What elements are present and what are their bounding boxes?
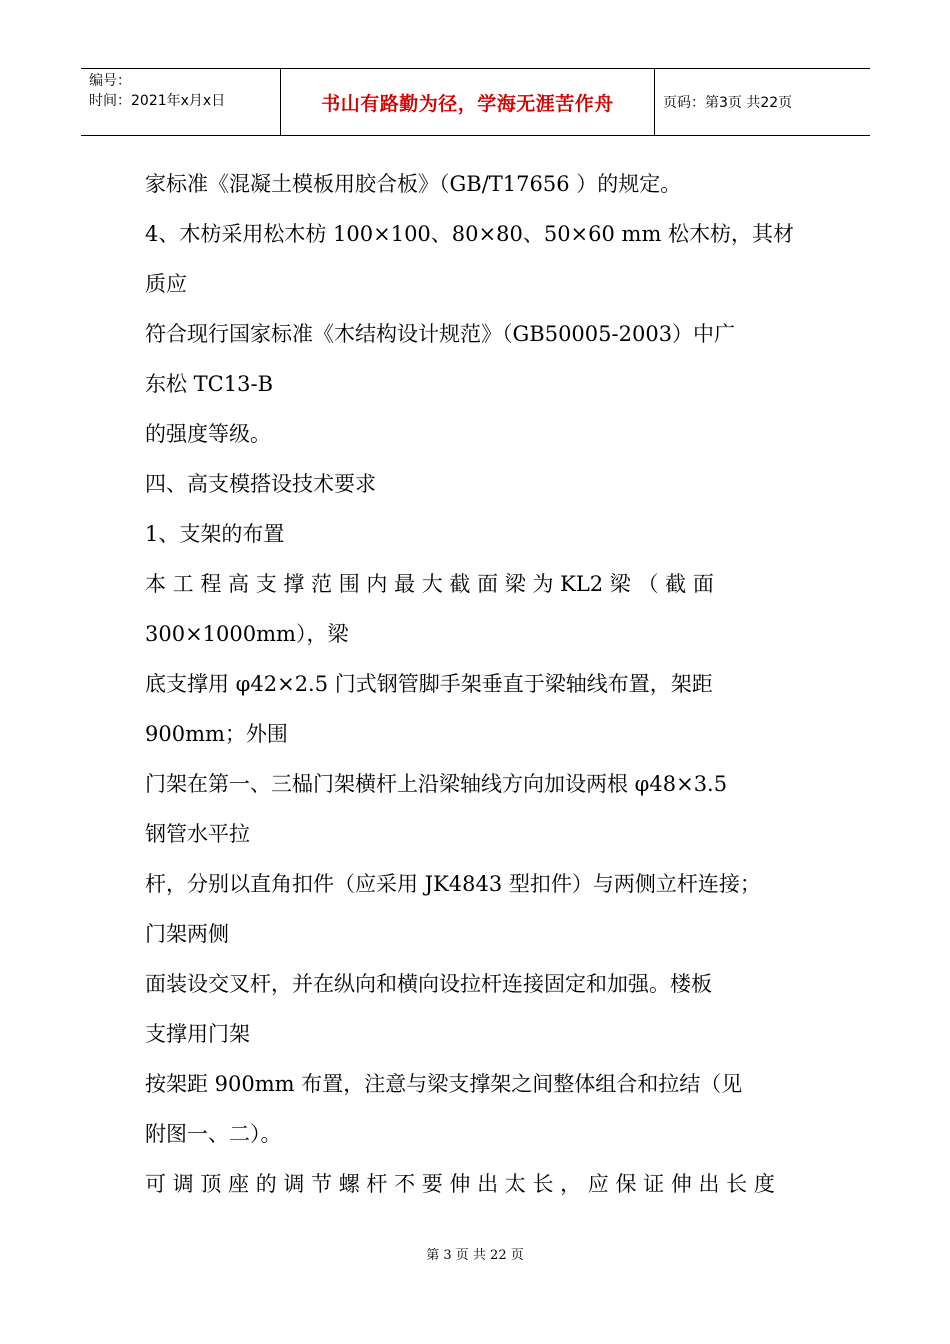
body-line: 质应 — [145, 272, 187, 296]
body-line: 本 工 程 高 支 撑 范 围 内 最 大 截 面 梁 为 KL2 梁 （ 截 面 — [145, 572, 714, 596]
page-header — [81, 68, 870, 136]
page-footer: 第 3 页 共 22 页 — [426, 1248, 524, 1263]
body-line: 门架在第一、三榀门架横杆上沿梁轴线方向加设两根 φ48×3.5 — [145, 772, 728, 796]
body-line: 的强度等级。 — [145, 422, 271, 446]
body-line: 可 调 顶 座 的 调 节 螺 杆 不 要 伸 出 太 长 ， 应 保 证 伸 出 长 度 — [145, 1172, 775, 1196]
section-heading: 四、高支模搭设技术要求 — [145, 472, 376, 496]
body-line: 面装设交叉杆，并在纵向和横向设拉杆连接固定和加强。楼板 — [145, 972, 712, 996]
document-body — [145, 159, 809, 1209]
header-motto: 书山有路勤为径，学海无涯苦作舟 — [321, 92, 614, 115]
body-line: 底支撑用 φ42×2.5 门式钢管脚手架垂直于梁轴线布置，架距 — [145, 672, 713, 696]
subsection-heading: 1、支架的布置 — [145, 522, 285, 546]
body-line: 300×1000mm），梁 — [145, 622, 349, 646]
header-meta-cell — [81, 69, 281, 135]
header-motto-cell — [281, 69, 655, 135]
body-line: 支撑用门架 — [145, 1022, 250, 1046]
body-line: 家标准《混凝土模板用胶合板》（GB/T17656 ）的规定。 — [145, 172, 682, 196]
body-line: 按架距 900mm 布置，注意与梁支撑架之间整体组合和拉结（见 — [145, 1072, 743, 1096]
body-line: 符合现行国家标准《木结构设计规范》（GB50005-2003）中广 — [145, 322, 736, 346]
header-page-info: 页码：第3页 共22页 — [663, 95, 793, 111]
header-page-cell — [655, 69, 870, 135]
body-line: 东松 TC13-B — [145, 372, 273, 396]
body-line: 附图一、二）。 — [145, 1122, 282, 1146]
body-line: 4、木枋采用松木枋 100×100、80×80、50×60 mm 松木枋，其材 — [145, 222, 795, 246]
document-number-label: 编号： — [89, 73, 131, 89]
body-line: 钢管水平拉 — [145, 822, 250, 846]
document-date: 时间：2021年x月x日 — [89, 93, 226, 109]
body-line: 杆，分别以直角扣件（应采用 JK4843 型扣件）与两侧立杆连接； — [145, 872, 761, 896]
body-line: 门架两侧 — [145, 922, 229, 946]
body-line: 900mm；外围 — [145, 722, 288, 746]
